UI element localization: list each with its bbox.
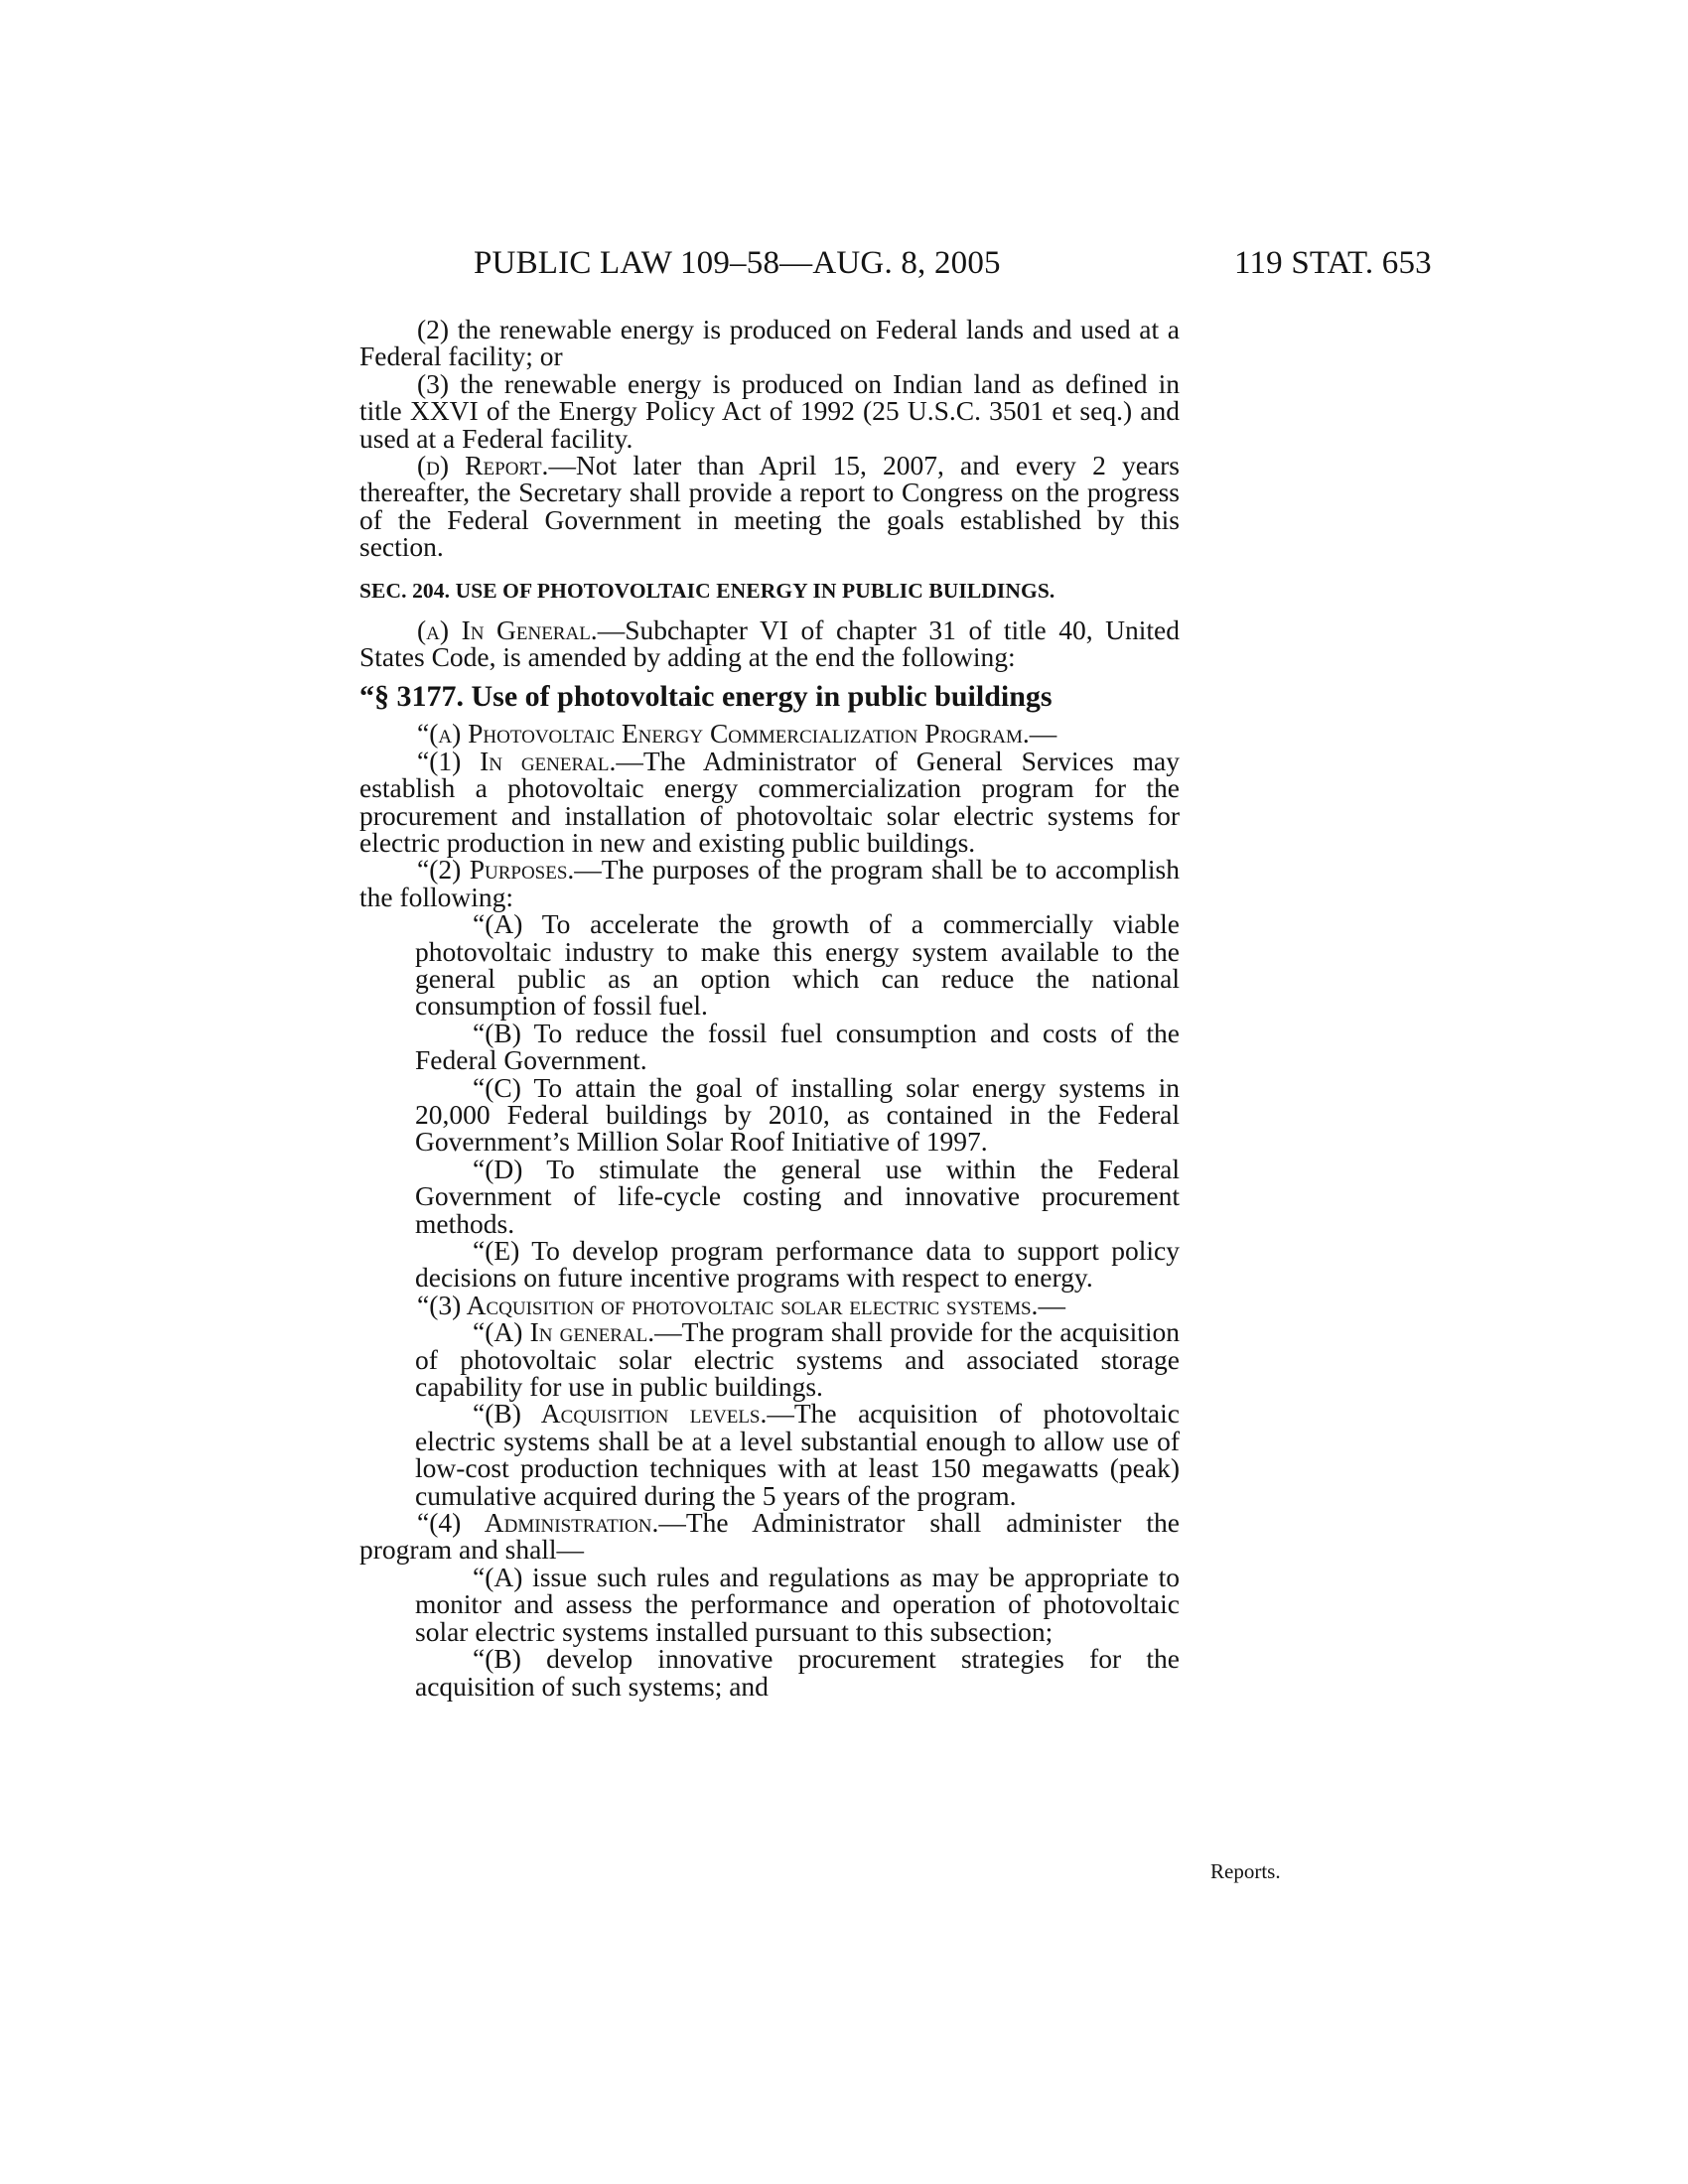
p1-text: —The Administrator of General Services may establish a photovoltaic energy commercialization program for the procurement and installation of photovoltaic solar electric systems for electric production in new and existing public buildings. — [359, 745, 1180, 858]
purpose-b: “(B) To reduce the fossil fuel consumption and costs of the Federal Government. — [415, 1017, 1180, 1076]
purpose-e: “(E) To develop program performance data to support policy decisions on future incentive programs with respect to energy. — [415, 1235, 1180, 1294]
purpose-a: “(A) To accelerate the growth of a commercially viable photovoltaic industry to make this energy system available to the general public as an option which can reduce the national consumption of fossil fuel. — [415, 908, 1180, 1022]
subsection-a-dash: — — [1029, 718, 1057, 750]
p3-dash: — — [1038, 1289, 1065, 1320]
running-header: PUBLIC LAW 109–58—AUG. 8, 2005 — [474, 245, 1001, 281]
a-text: —Subchapter VI of chapter 31 of title 40, United States Code, is amended by adding at the end the following: — [359, 614, 1180, 673]
administration-b: “(B) develop innovative procurement strategies for the acquisition of such systems; and — [415, 1643, 1180, 1702]
page-citation: 119 STAT. 653 — [1234, 245, 1432, 281]
document-body — [359, 316, 1180, 1700]
a-heading: (a) In General. — [417, 614, 598, 646]
paragraph-c3: (3) the renewable energy is produced on Indian land as defined in title XXVI of the Energy Policy Act of 1992 (25 U.S.C. 3501 et seq.) and used at a Federal facility. — [359, 367, 1180, 454]
section-204-heading: SEC. 204. USE OF PHOTOVOLTAIC ENERGY IN PUBLIC BUILDINGS. — [359, 578, 1055, 603]
p2-text: —The purposes of the program shall be to accomplish the following: — [359, 854, 1180, 912]
purpose-d: “(D) To stimulate the general use within the Federal Government of life-cycle costing and innovative procurement methods. — [415, 1153, 1180, 1239]
b3-heading: “(B) Acquisition levels. — [473, 1398, 768, 1430]
subsection-a-title: “(a) Photovoltaic Energy Commercialization Program. — [417, 718, 1030, 750]
d-text: —Not later than April 15, 2007, and every 2 years thereafter, the Secretary shall provide a report to Congress on the progress of the Federal Government in meeting the goals established by this section. — [359, 450, 1180, 563]
paragraph-2-purposes — [359, 856, 1180, 910]
paragraph-c2: (2) the renewable energy is produced on Federal lands and used at a Federal facility; or — [359, 314, 1180, 372]
administration-a: “(A) issue such rules and regulations as may be appropriate to monitor and assess the performance and operation of photovoltaic solar electric systems installed pursuant to this subsection; — [415, 1561, 1180, 1647]
paragraph-d-report — [359, 452, 1180, 561]
margin-note-reports: Reports. — [1210, 1859, 1281, 1883]
p4-heading: “(4) Administration. — [417, 1507, 659, 1539]
purpose-c: “(C) To attain the goal of installing solar energy systems in 20,000 Federal buildings by 2010, as contained in the Federal Government’s Million Solar Roof Initiative of 1997. — [415, 1071, 1180, 1158]
p2-heading: “(2) Purposes. — [417, 854, 575, 886]
a3-heading: “(A) In general. — [473, 1316, 655, 1348]
d-heading: (d) Report. — [417, 450, 549, 481]
a3-text: —The program shall provide for the acquisition of photovoltaic solar electric systems and associated storage capability for use in public buildings. — [415, 1316, 1180, 1403]
paragraph-a-in-general — [359, 616, 1180, 671]
b3-text: —The acquisition of photovoltaic electric systems shall be at a level substantial enough to allow use of low-cost production techniques with at least 150 megawatts (peak) cumulative acquired during the 5 years of the program. — [415, 1398, 1180, 1511]
paragraph-4-administration — [359, 1509, 1180, 1564]
acquisition-a — [359, 1316, 1180, 1403]
subsection-a-heading — [359, 718, 1180, 750]
paragraph-3-acquisition — [359, 1289, 1180, 1320]
paragraph-1-in-general — [359, 745, 1180, 858]
p3-heading: “(3) Acquisition of photovoltaic solar electric systems. — [417, 1289, 1039, 1320]
acquisition-b — [359, 1400, 1180, 1509]
section-3177-heading: “§ 3177. Use of photovoltaic energy in public buildings — [359, 679, 1053, 713]
p1-heading: “(1) In general. — [417, 745, 617, 776]
p4-text: —The Administrator shall administer the program and shall— — [359, 1507, 1180, 1566]
